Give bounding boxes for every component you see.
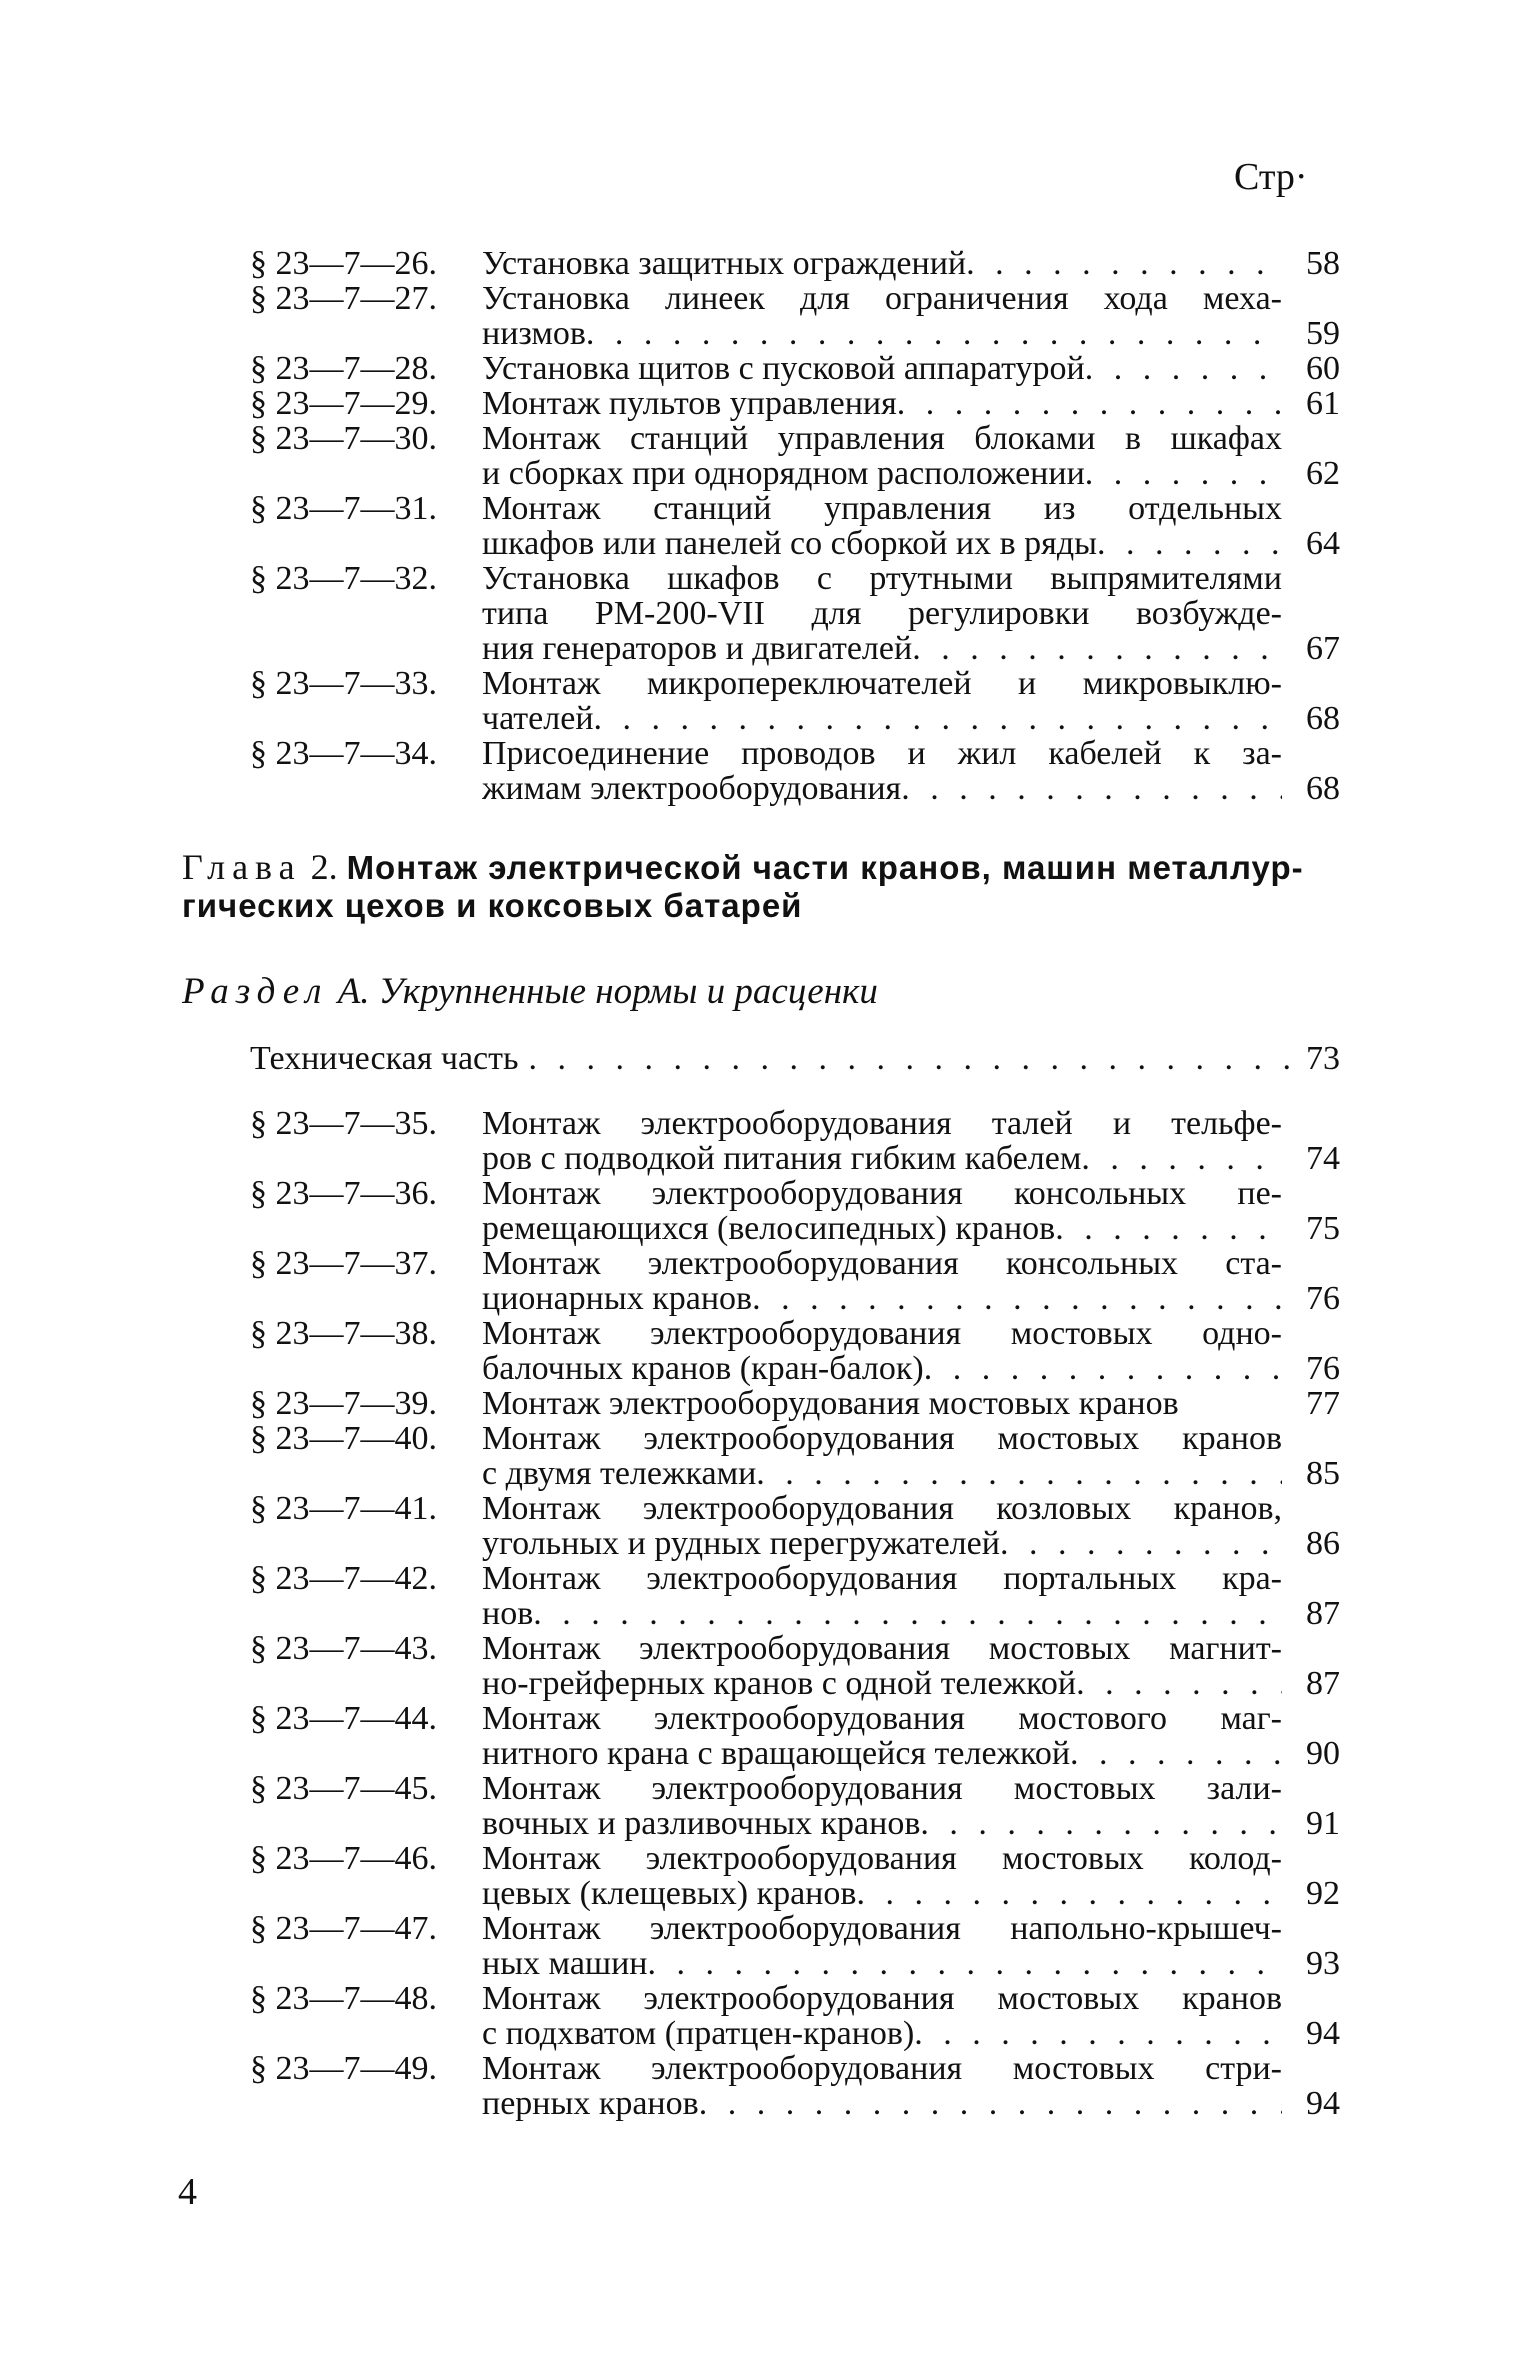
toc-entry-title xyxy=(482,1911,1282,1981)
chapter-title-line2: гических цехов и коксовых батарей xyxy=(182,887,803,924)
toc-entry-page: 87 xyxy=(1306,1665,1340,1702)
toc-entry-title-line: ционарных кранов xyxy=(482,1281,753,1316)
toc-entry-title-line: чателей xyxy=(482,701,594,736)
toc-entry xyxy=(250,1176,1340,1246)
toc-entry-code: § 23—7—36. xyxy=(250,1175,437,1212)
toc-entry-page: 74 xyxy=(1306,1140,1340,1177)
leader-dots xyxy=(924,1351,1282,1386)
toc-entry xyxy=(250,1981,1340,2051)
toc-entry-code: § 23—7—28. xyxy=(250,350,437,387)
toc-entry-code: § 23—7—35. xyxy=(250,1105,437,1142)
toc-entry-code: § 23—7—38. xyxy=(250,1315,437,1352)
toc-entry-title-line: Монтаж электрооборудования портальных кра- xyxy=(482,1561,1282,1596)
toc-entry-page: 76 xyxy=(1306,1350,1340,1387)
toc-entry-title-line: Монтаж электрооборудования консольных пе- xyxy=(482,1176,1282,1211)
toc-entry-title-line: ров с подводкой питания гибким кабелем xyxy=(482,1141,1082,1176)
leader-dots xyxy=(1085,351,1282,386)
leader-dots xyxy=(594,701,1282,736)
toc-entry-title-line: Монтаж пультов управления xyxy=(482,386,897,421)
leader-dots xyxy=(1000,1526,1282,1561)
toc-entry xyxy=(250,421,1340,491)
toc-entry-title-line: с двумя тележками xyxy=(482,1456,757,1491)
toc-entry-page: 62 xyxy=(1306,455,1340,492)
toc-entry xyxy=(250,1771,1340,1841)
toc-entry-title-line: балочных кранов (кран-балок) xyxy=(482,1351,924,1386)
toc-entry-title xyxy=(482,1246,1282,1316)
toc-entry xyxy=(250,1246,1340,1316)
toc-entry xyxy=(250,1561,1340,1631)
toc-entry-code: § 23—7—45. xyxy=(250,1770,437,1807)
toc-entry-page: 68 xyxy=(1306,700,1340,737)
leader-dots xyxy=(752,1281,1282,1316)
toc-entry-title-line: цевых (клещевых) кранов xyxy=(482,1876,857,1911)
toc-entry-page: 76 xyxy=(1306,1280,1340,1317)
toc-entry-page: 85 xyxy=(1306,1455,1340,1492)
toc-entry xyxy=(250,386,1340,421)
toc-entry-title-line: жимам электрооборудования xyxy=(482,771,902,806)
toc-entry-title xyxy=(482,1176,1282,1246)
toc-entry-title xyxy=(482,666,1282,736)
leader-dots xyxy=(966,246,1282,281)
toc-entry-title xyxy=(482,1701,1282,1771)
toc-entry-title xyxy=(482,1631,1282,1701)
toc-entry-page: 75 xyxy=(1306,1210,1340,1247)
toc-entry-title-line: Монтаж электрооборудования мостовых магнит- xyxy=(482,1631,1282,1666)
toc-entry xyxy=(250,2051,1340,2121)
toc-entry-title-line: Монтаж электрооборудования мостовых кранов xyxy=(482,1421,1282,1456)
toc-entry-title xyxy=(482,1981,1282,2051)
toc-entry-title xyxy=(482,491,1282,561)
toc-entry-code: § 23—7—34. xyxy=(250,735,437,772)
leader-dots xyxy=(647,1946,1282,1981)
toc-entry-title-line: и сборках при однорядном расположении xyxy=(482,456,1085,491)
section-heading xyxy=(182,970,878,1013)
toc-entry-title-line: Монтаж электрооборудования мостового маг- xyxy=(482,1701,1282,1736)
toc-entry-code: § 23—7—37. xyxy=(250,1245,437,1282)
toc-entry-page: 61 xyxy=(1306,385,1340,422)
toc-entry-title-line: Монтаж микропереключателей и микровыклю- xyxy=(482,666,1282,701)
toc-entry-code: § 23—7—32. xyxy=(250,560,437,597)
toc-entry xyxy=(250,1386,1340,1421)
toc-entry-title-line: Установка шкафов с ртутными выпрямителями xyxy=(482,561,1282,596)
toc-entry-code: § 23—7—27. xyxy=(250,280,437,317)
toc-entry-code: § 23—7—48. xyxy=(250,1980,437,2017)
toc-entry-title xyxy=(482,246,1282,281)
toc-entry-title xyxy=(482,1561,1282,1631)
toc-entry-title xyxy=(482,1491,1282,1561)
leader-dots xyxy=(533,1596,1282,1631)
toc-entry-title xyxy=(482,1841,1282,1911)
toc-entry-page: 86 xyxy=(1306,1525,1340,1562)
toc-entry-page: 94 xyxy=(1306,2015,1340,2052)
toc-entry xyxy=(250,351,1340,386)
toc-entry-title-line: Монтаж электрооборудования мостовых одно- xyxy=(482,1316,1282,1351)
toc-entry-code: § 23—7—29. xyxy=(250,385,437,422)
toc-entry-title-line: Монтаж электрооборудования мостовых кранов xyxy=(482,1386,1179,1421)
leader-dots xyxy=(914,2016,1282,2051)
page-number: 4 xyxy=(178,2171,197,2213)
toc-entry-code: § 23—7—33. xyxy=(250,665,437,702)
toc-entry xyxy=(250,1911,1340,1981)
leader-dots xyxy=(1055,1211,1282,1246)
toc-entry-title xyxy=(482,2051,1282,2121)
toc-entry-title: Техническая часть xyxy=(250,1040,519,1077)
toc-entry-page: 64 xyxy=(1306,525,1340,562)
toc-entry-page: 60 xyxy=(1306,350,1340,387)
toc-entry xyxy=(250,1701,1340,1771)
toc-list-top xyxy=(250,246,1340,806)
leader-dots xyxy=(1076,1666,1282,1701)
leader-dots xyxy=(699,2086,1282,2121)
toc-entry-code: § 23—7—43. xyxy=(250,1630,437,1667)
toc-entry xyxy=(250,1316,1340,1386)
toc-entry-title xyxy=(482,736,1282,806)
toc-entry-title xyxy=(482,1771,1282,1841)
leader-dots xyxy=(1081,1141,1282,1176)
toc-entry xyxy=(250,666,1340,736)
toc-entry-title xyxy=(482,1386,1282,1421)
toc-entry-title-line: Монтаж электрооборудования мостовых стри- xyxy=(482,2051,1282,2086)
chapter-title-line1: Монтаж электрической части кранов, машин металлур- xyxy=(346,849,1304,886)
toc-entry-title-line: Установка щитов с пусковой аппаратурой xyxy=(482,351,1085,386)
toc-entry xyxy=(250,246,1340,281)
toc-entry-code: § 23—7—26. xyxy=(250,245,437,282)
toc-entry-title xyxy=(482,1106,1282,1176)
toc-entry-page: 59 xyxy=(1306,315,1340,352)
chapter-prefix: Глава xyxy=(182,847,302,887)
toc-entry-title xyxy=(482,281,1282,351)
leader-dots xyxy=(586,316,1282,351)
toc-entry-technical-part xyxy=(250,1040,1340,1078)
toc-entry xyxy=(250,736,1340,806)
leader-dots xyxy=(897,386,1282,421)
toc-entry-title-line: Монтаж электрооборудования напольно-крышеч- xyxy=(482,1911,1282,1946)
toc-entry-page: 73 xyxy=(1306,1040,1340,1077)
toc-entry-title-line: с подхватом (пратцен-кранов) xyxy=(482,2016,915,2051)
toc-entry-title-line: Монтаж электрооборудования мостовых зали- xyxy=(482,1771,1282,1806)
section-prefix: Раздел xyxy=(182,971,329,1012)
toc-entry-title-line: типа РМ-200-VII для регулировки возбужде- xyxy=(482,596,1282,631)
toc-entry-title-line: нов xyxy=(482,1596,534,1631)
leader-dots xyxy=(920,1806,1282,1841)
toc-entry-title xyxy=(482,351,1282,386)
toc-entry-code: § 23—7—49. xyxy=(250,2050,437,2087)
toc-entry-code: § 23—7—30. xyxy=(250,420,437,457)
toc-entry-page: 58 xyxy=(1306,245,1340,282)
toc-entry-title-line: ния генераторов и двигателей xyxy=(482,631,913,666)
toc-entry-title xyxy=(482,561,1282,666)
toc-entry xyxy=(250,1841,1340,1911)
toc-entry-code: § 23—7—47. xyxy=(250,1910,437,1947)
toc-entry-page: 93 xyxy=(1306,1945,1340,1982)
page-column-header: Стр· xyxy=(1234,156,1308,198)
toc-list-bottom xyxy=(250,1106,1340,2121)
toc-entry-page: 91 xyxy=(1306,1805,1340,1842)
toc-entry-title xyxy=(482,421,1282,491)
section-title: А. Укрупненные нормы и расценки xyxy=(328,971,878,1012)
toc-entry-page: 90 xyxy=(1306,1735,1340,1772)
toc-entry-code: § 23—7—31. xyxy=(250,490,437,527)
toc-entry-title xyxy=(482,386,1282,421)
toc-entry-title-line: Монтаж электрооборудования мостовых колод- xyxy=(482,1841,1282,1876)
toc-entry xyxy=(250,491,1340,561)
toc-entry-code: § 23—7—42. xyxy=(250,1560,437,1597)
chapter-heading xyxy=(182,848,1342,925)
toc-entry-title-line: Монтаж электрооборудования козловых кранов, xyxy=(482,1491,1282,1526)
leader-dots xyxy=(1070,1736,1282,1771)
toc-entry-title-line: низмов xyxy=(482,316,586,351)
leader-dots xyxy=(856,1876,1282,1911)
toc-entry-title-line: Монтаж станций управления из отдельных xyxy=(482,491,1282,526)
toc-entry-title-line: но-грейферных кранов с одной тележкой xyxy=(482,1666,1077,1701)
toc-entry-title-line: шкафов или панелей со сборкой их в ряды xyxy=(482,526,1097,561)
toc-entry-title-line: угольных и рудных перегружателей xyxy=(482,1526,1000,1561)
toc-entry-code: § 23—7—41. xyxy=(250,1490,437,1527)
toc-entry-title-line: ных машин xyxy=(482,1946,648,1981)
toc-entry-page: 87 xyxy=(1306,1595,1340,1632)
toc-entry-title-line: Монтаж электрооборудования мостовых кранов xyxy=(482,1981,1282,2016)
toc-entry-title-line: Монтаж электрооборудования консольных ста- xyxy=(482,1246,1282,1281)
toc-entry-title-line: нитного крана с вращающейся тележкой xyxy=(482,1736,1071,1771)
leader-dots xyxy=(912,631,1282,666)
toc-entry-title-line: перных кранов xyxy=(482,2086,699,2121)
toc-entry-code: § 23—7—44. xyxy=(250,1700,437,1737)
toc-entry-title-line: Монтаж электрооборудования талей и тельфе- xyxy=(482,1106,1282,1141)
leader-dots xyxy=(1085,456,1282,491)
toc-entry xyxy=(250,1421,1340,1491)
toc-entry-title-line: Установка линеек для ограничения хода меха- xyxy=(482,281,1282,316)
toc-entry xyxy=(250,1106,1340,1176)
toc-entry-code: § 23—7—39. xyxy=(250,1385,437,1422)
toc-entry-title-line: Установка защитных ограждений xyxy=(482,246,967,281)
toc-entry-title xyxy=(482,1421,1282,1491)
toc-entry xyxy=(250,1631,1340,1701)
toc-entry-page: 92 xyxy=(1306,1875,1340,1912)
toc-entry-title-line: Монтаж станций управления блоками в шкафах xyxy=(482,421,1282,456)
toc-entry-page: 67 xyxy=(1306,630,1340,667)
toc-entry xyxy=(250,561,1340,666)
toc-entry-code: § 23—7—46. xyxy=(250,1840,437,1877)
leader-dots xyxy=(519,1040,1306,1078)
toc-entry-code: § 23—7—40. xyxy=(250,1420,437,1457)
toc-entry-title-line: ремещающихся (велосипедных) кранов xyxy=(482,1211,1056,1246)
leader-dots xyxy=(756,1456,1282,1491)
chapter-number: 2. xyxy=(301,847,347,887)
toc-entry-title-line: вочных и разливочных кранов xyxy=(482,1806,921,1841)
toc-entry-title xyxy=(482,1316,1282,1386)
toc-entry xyxy=(250,281,1340,351)
toc-entry-page: 68 xyxy=(1306,770,1340,807)
toc-entry-title-line: Присоединение проводов и жил кабелей к за- xyxy=(482,736,1282,771)
toc-entry-page: 77 xyxy=(1306,1385,1340,1422)
leader-dots xyxy=(1097,526,1282,561)
toc-entry-page: 94 xyxy=(1306,2085,1340,2122)
leader-dots xyxy=(901,771,1282,806)
toc-entry xyxy=(250,1491,1340,1561)
